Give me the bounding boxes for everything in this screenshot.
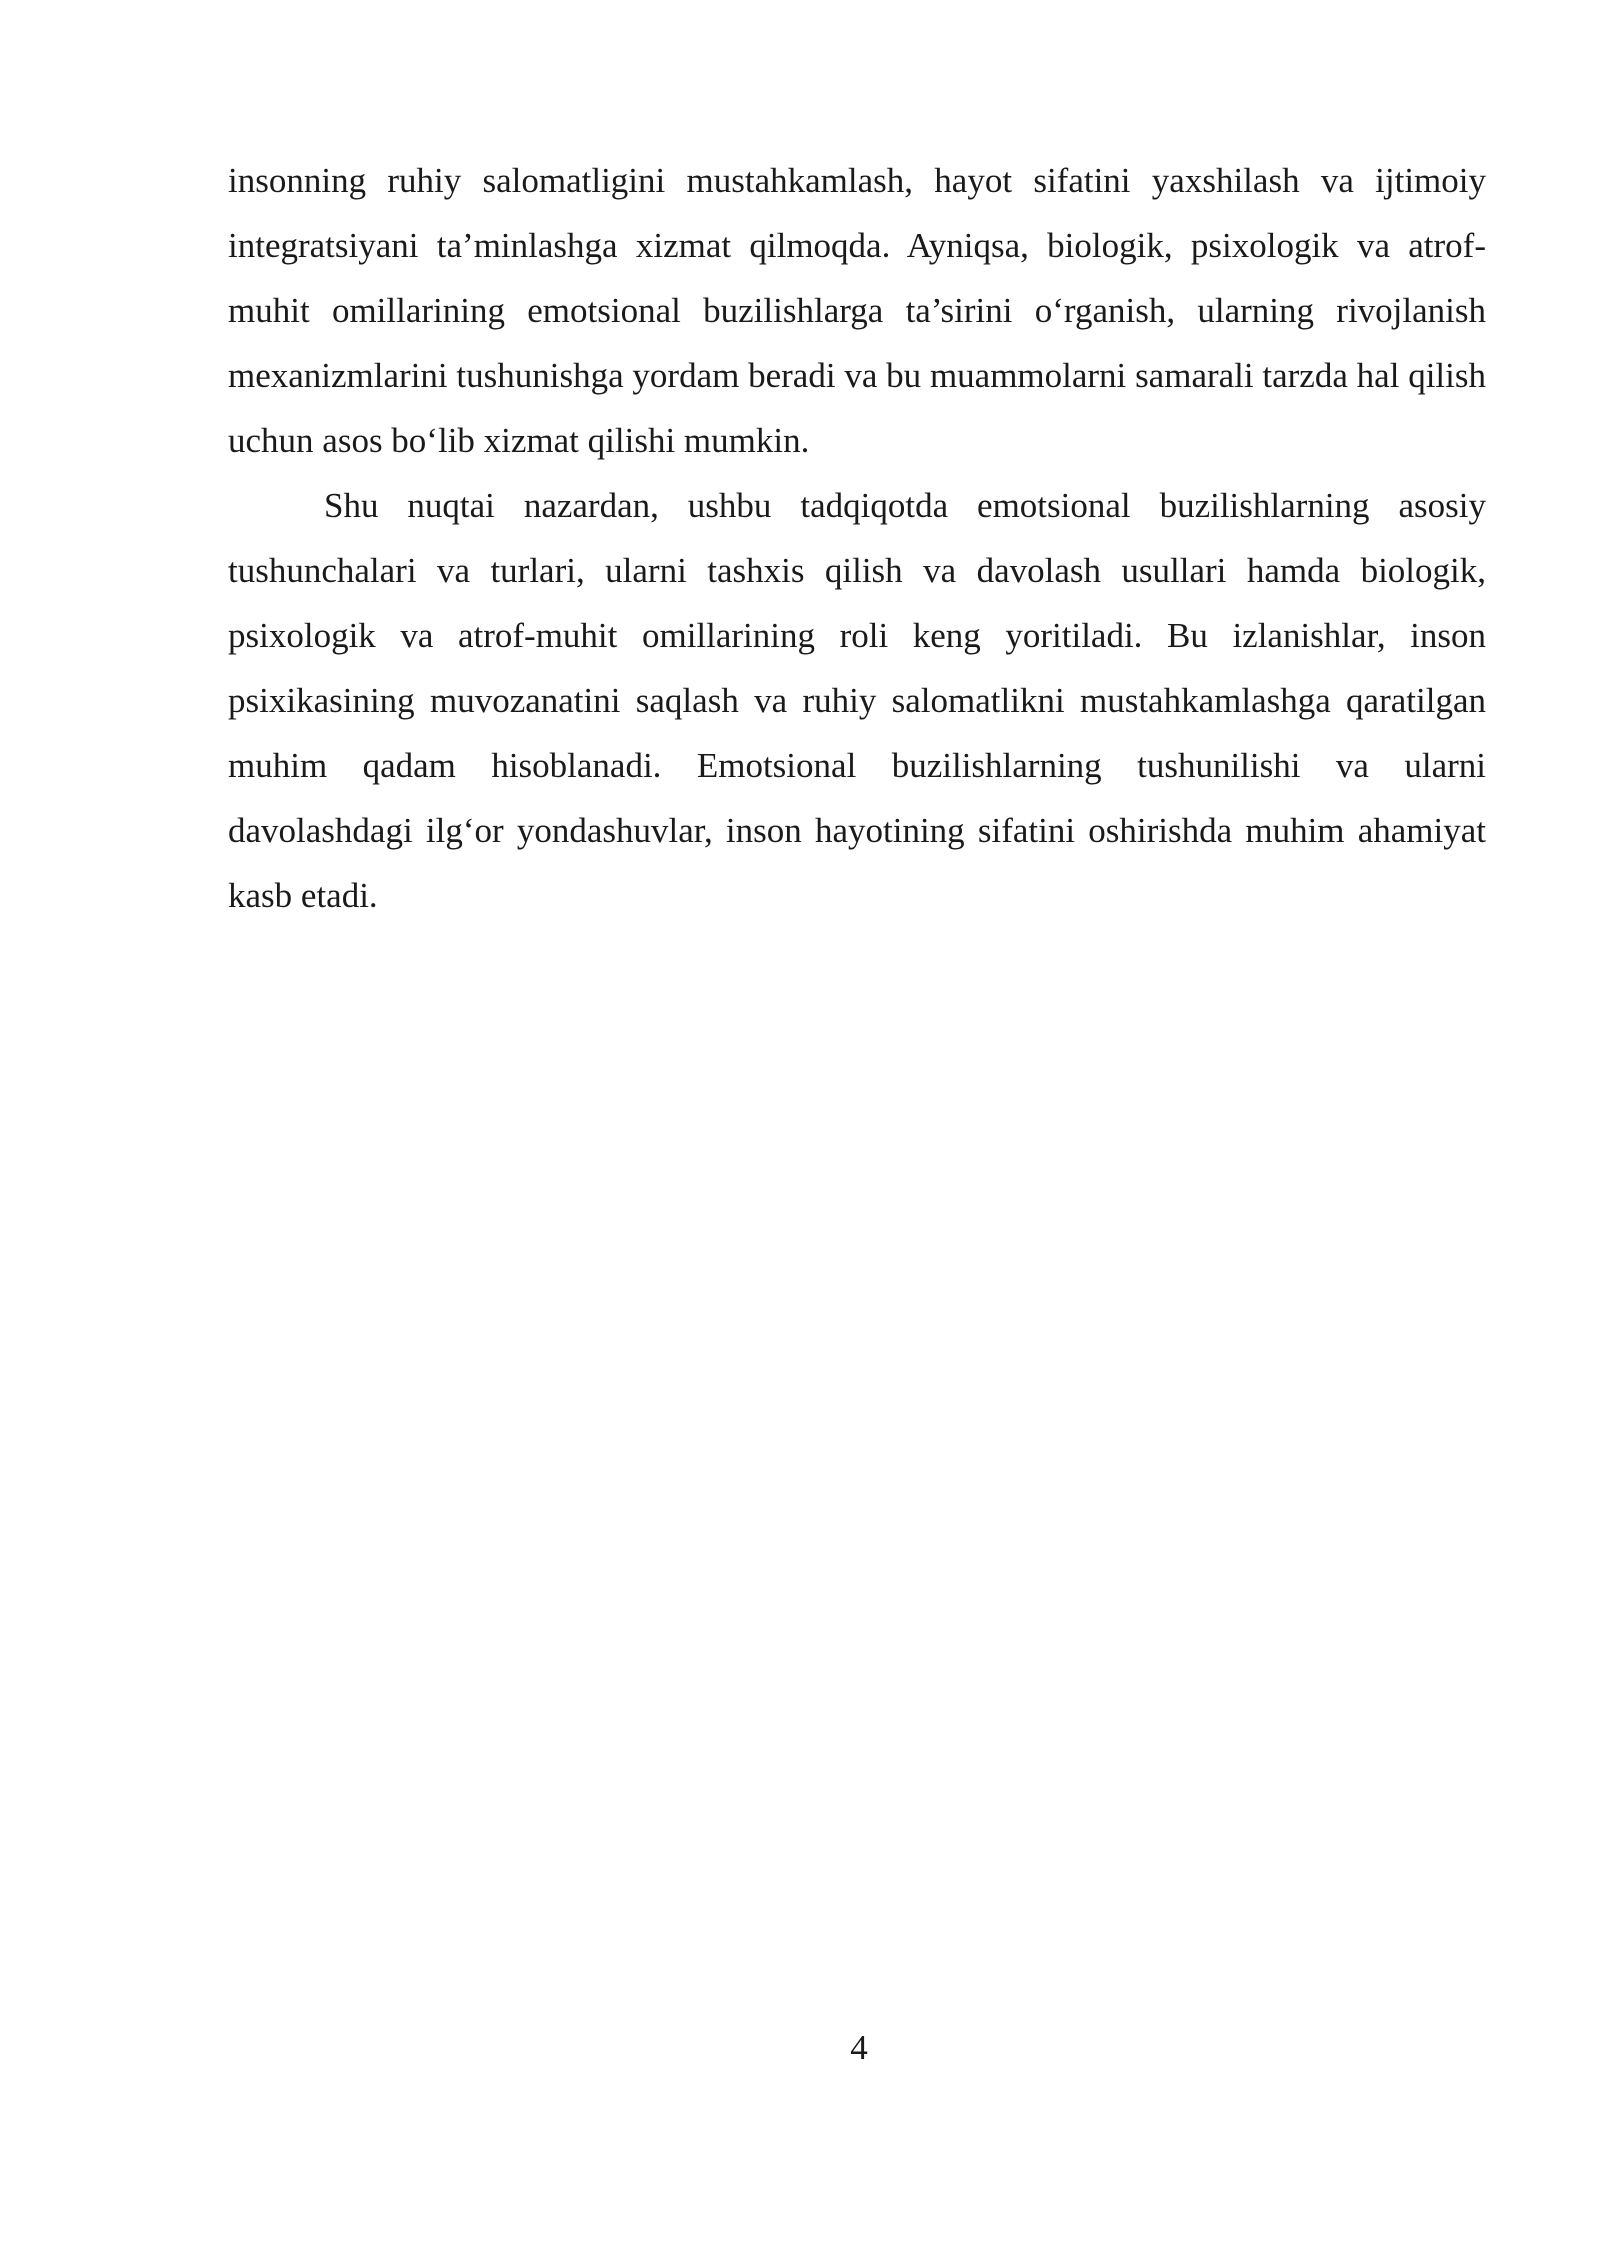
body-text [228,148,1486,928]
paragraph-indented: Shu nuqtai nazardan, ushbu tadqiqotda emotsional buzilishlarning asosiy tushunchalari va turlari, ularni tashxis qilish va davolash usullari hamda biologik, psixologik va atrof-muhit omillarining roli keng yoritiladi. Bu izlanishlar, inson psixikasining muvozanatini saqlash va ruhiy salomatlikni mustahkamlashga qaratilgan muhim qadam hisoblanadi. Emotsional buzilishlarning tushunilishi va ularni davolashdagi ilg‘or yondashuvlar, inson hayotining sifatini oshirishda muhim ahamiyat kasb etadi. [228,486,1486,915]
page-number: 4 [850,2028,868,2067]
paragraph-continuation: insonning ruhiy salomatligini mustahkamlash, hayot sifatini yaxshilash va ijtimoiy integratsiyani ta’minlashga xizmat qilmoqda. Ayniqsa, biologik, psixologik va atrof-muhit omillarining emotsional buzilishlarga ta’sirini o‘rganish, ularning rivojlanish mexanizmlarini tushunishga yordam beradi va bu muammolarni samarali tarzda hal qilish uchun asos bo‘lib xizmat qilishi mumkin. [228,161,1486,460]
